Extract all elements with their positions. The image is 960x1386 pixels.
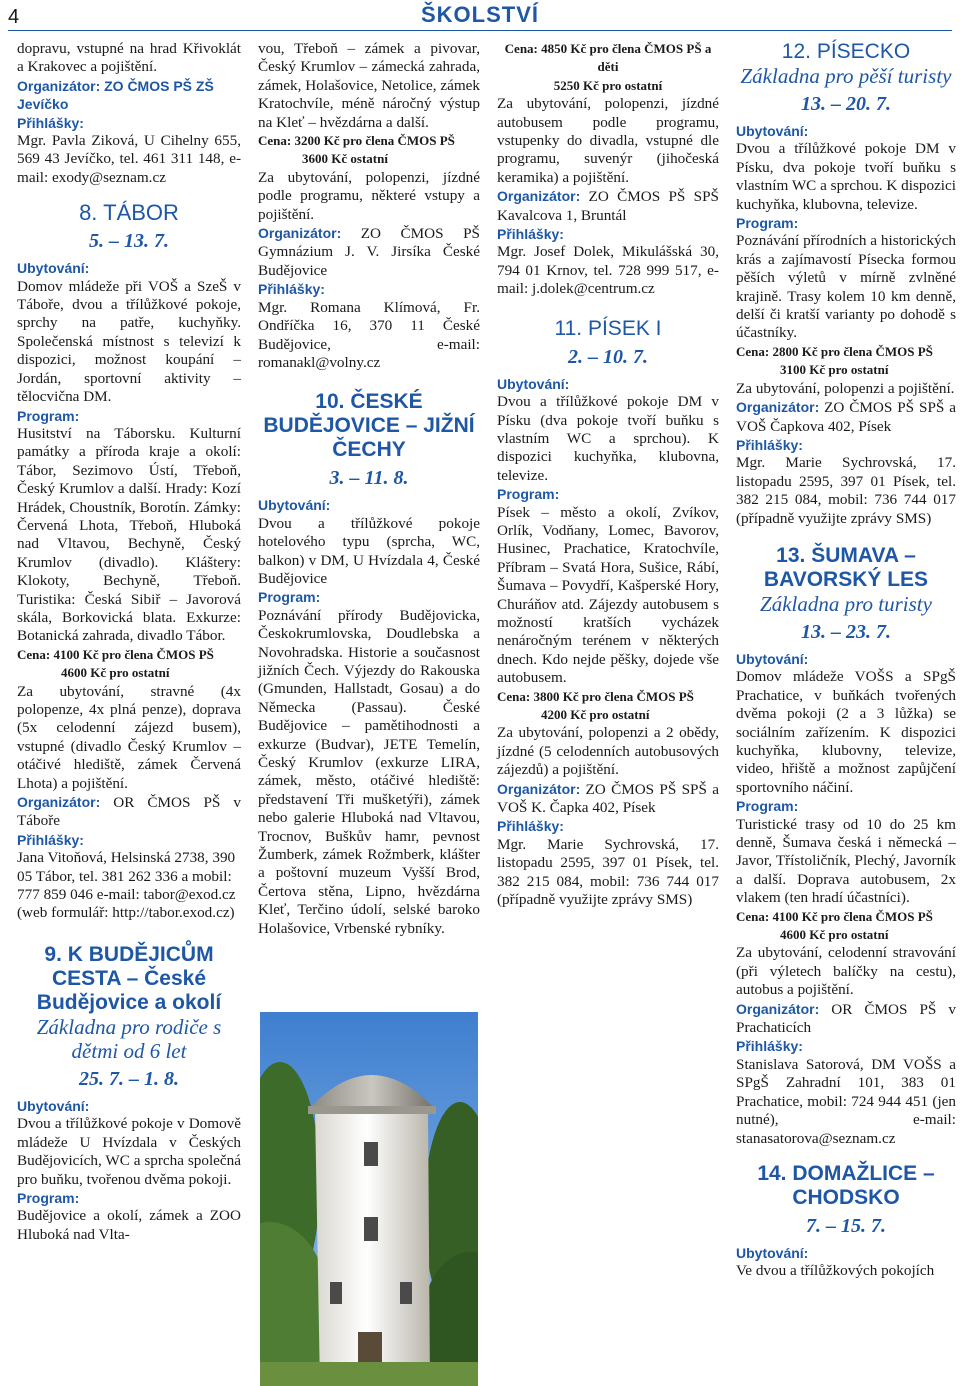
accommodation-label: Ubytování: — [17, 1097, 90, 1114]
program-label: Program: — [258, 589, 321, 606]
page-number: 4 — [8, 6, 20, 28]
section-11-price: Cena: 3800 Kč pro člena ČMOS PŠ 4200 Kč pro ostatní — [497, 688, 694, 722]
section-10-organizer: Organizátor: ZO ČMOS PŠ SPŠ Kavalcova 1, Bruntál — [497, 188, 719, 224]
section-13-price: Cena: 4100 Kč pro člena ČMOS PŠ 4600 Kč pro ostatní — [736, 908, 933, 943]
accommodation-label: Ubytování: — [17, 260, 90, 277]
section-11-price-text: Za ubytování, polopenzi a 2 obědy, jízdné (5 celodenních autobusových zájezdů) a pojištění. — [497, 724, 719, 779]
section-13-date: 13. – 23. 7. — [801, 620, 891, 643]
section-8-applications: Jana Vitoňová, Helsinská 2738, 390 05 Tábor, tel. 381 262 336 a mobil: 777 859 046 e-mail: tabor@exod.cz (web formulář: http://tabor.exod.cz) — [17, 849, 236, 922]
section-8-price: Cena: 4100 Kč pro člena ČMOS PŠ 4600 Kč pro ostatní — [17, 646, 214, 681]
section-9-title: 9. K BUDĚJICŮM CESTA – České Budějovice a okolí — [36, 942, 222, 1014]
section-12-date: 13. – 20. 7. — [801, 93, 891, 115]
program-label: Program: — [736, 798, 799, 815]
section-9-applications: Mgr. Romana Klímová, Fr. Ondříčka 16, 370 11 České Budějovice, e-mail: romanakl@volny.cz — [258, 298, 480, 371]
section-10-applications: Mgr. Josef Dolek, Mikulášská 30, 794 01 Krnov, tel. 728 999 517, e-mail: j.dolek@centrum.cz — [497, 243, 719, 298]
section-9-price-text: Za ubytování, polopenzi, jízdné podle programu, některé vstupy a pojištění. — [258, 168, 480, 223]
windmill-tower-photo — [260, 1012, 478, 1386]
section-9-accommodation: Dvou a třílůžkové pokoje v Domově mládeže U Hvízdala v Českých Budějovicích, WC a sprcha společná pro buňku, tvořenou dvěma pokoji. — [17, 1115, 241, 1188]
section-8-program: Husitství na Táborsku. Kulturní památky a příroda kraje a okolí: Tábor, Sezimovo Ústí, Třeboň, Český Krumlov a další. Hrady: Kozí Hrádek, Choustník, Borotín. Zámky: Červená Lhota, Třeboň, Hluboká nad Vltavou, Bechyně, Český Krumlov (divadlo). Kláštery: Klokoty, Bechyně, Třeboň. Turistika: Česká Sibiř – Javorová skála, Borkovická blata. Exkurze: Botanická zahrada, divadlo Tábor. — [17, 424, 241, 645]
program-label: Program: — [736, 215, 799, 232]
section-8-date: 5. – 13. 7. — [89, 230, 169, 253]
section-13-applications: Stanislava Satorová, DM VOŠS a SPgŠ Zahradní 101, 383 01 Prachatice, mobil: 724 944 451 (jen nutné), e-mail: stanasatorova@seznam.cz — [736, 1055, 956, 1147]
organizer-line: Organizátor: ZO ČMOS PŠ ZŠ Jevíčko — [17, 77, 214, 113]
applications-label: Přihlášky: — [258, 281, 325, 298]
section-10-accommodation: Dvou a třílůžkové pokoje hotelového typu (sprcha, WC, balkon) v DM, U Hvízdala 4, České Budějovice — [258, 514, 480, 587]
section-9-program: Budějovice a okolí, zámek a ZOO Hluboká nad Vlta- — [17, 1207, 241, 1243]
applications-label: Přihlášky: — [736, 1038, 803, 1055]
section-13-title: 13. ŠUMAVA – BAVORSKÝ LES — [763, 543, 929, 591]
applications-label: Přihlášky: — [497, 226, 564, 243]
section-13-organizer: Organizátor: OR ČMOS PŠ v Prachaticích — [736, 1000, 956, 1037]
section-11-program: Písek – město a okolí, Zvíkov, Orlík, Vodňany, Lomec, Bavorov, Husinec, Prachatice, Kratochvíle, Příbram – Svatá Hora, Sušice, Rábí, Šumava – Povydří, Kašperské Hory, Churáňov atd. Zájezdy autobusem s možností kratších vycházek nenáročným terénem v některých dnech. Kdo nejde pěšky, dojede vše autobusem. — [497, 503, 719, 687]
section-13-program: Turistické trasy od 10 do 25 km denně, Šumava česká i německá – Javor, Třístoličník, Plechý, Javorník a další. Doprava autobusem, 2x vlakem (ten hradí účastníci). — [736, 815, 956, 907]
program-label: Program: — [497, 486, 560, 503]
section-12-organizer: Organizátor: ZO ČMOS PŠ SPŠ a VOŠ Čapkova 402, Písek — [736, 399, 956, 435]
accommodation-label: Ubytování: — [736, 1244, 809, 1261]
applications-label: Přihlášky: — [736, 436, 803, 453]
column-3 — [497, 40, 719, 909]
section-11-applications: Mgr. Marie Sychrovská, 17. listopadu 2595, 397 01 Písek, tel. 382 215 084, mobil: 736 744 017 (případně využijte zprávy SMS) — [497, 835, 719, 909]
header-rule — [8, 30, 952, 31]
section-10-title: 10. ČESKÉ BUDĚJOVICE – JIŽNÍ ČECHY — [263, 390, 475, 462]
section-12-accommodation: Dvou a třílůžkové pokoje DM v Písku, dva pokoje tvoří buňku s vlastním WC a sprchou. K dispozici kuchyňka, klubovna, televize. — [736, 140, 956, 213]
applications-text: Mgr. Pavla Ziková, U Cihelny 655, 569 43 Jevíčko, tel. 461 311 148, e-mail: exody@seznam.cz — [17, 132, 241, 186]
section-9-price: Cena: 3200 Kč pro člena ČMOS PŠ 3600 Kč ostatní — [258, 133, 455, 167]
section-14-title: 14. DOMAŽLICE – CHODSKO — [757, 1161, 935, 1209]
section-12-program: Poznávání přírodních a historických krás a zajímavostí Písecka formou pěších výletů v mírně zvlněné krajině. Trasy kolem 10 km denně, delší či kratší varianty po dohodě s účastníky. — [736, 232, 956, 342]
section-14-accommodation: Ve dvou a třílůžkových pokojích — [736, 1262, 935, 1280]
section-12-price-text: Za ubytování, polopenzi a pojištění. — [736, 379, 955, 397]
section-10-price: Cena: 4850 Kč pro člena ČMOS PŠ a děti 5250 Kč pro ostatní — [504, 41, 712, 93]
section-9-organizer: Organizátor: ZO ČMOS PŠ Gymnázium J. V. Jirsíka České Budějovice — [258, 225, 481, 279]
section-8-accommodation: Domov mládeže při VOŠ a SzeŠ v Táboře, dvou a třílůžkové pokoje, sprchy na patře, kuchyňky. Společenská místnost s televizí k dispozici, možnost koupání – Jordán, sportovní aktivity – tělocvična DM. — [17, 277, 241, 406]
section-13-price-text: Za ubytování, celodenní stravování (při výletech balíčky na cestu), autobus a pojištění. — [736, 944, 956, 999]
accommodation-label: Ubytování: — [736, 123, 809, 139]
program-label: Program: — [17, 1189, 80, 1206]
section-10-date: 3. – 11. 8. — [329, 467, 409, 490]
applications-label: Přihlášky: — [17, 114, 84, 131]
section-10-price-text: Za ubytování, polopenzi, jízdné autobusem podle programu, vstupenky do divadla, vstupné dle programu, suvenýr (jihočeská keramika) a pojištění. — [497, 95, 719, 186]
applications-label: Přihlášky: — [17, 831, 84, 848]
section-11-accommodation: Dvou a třílůžkové pokoje DM v Písku (dva pokoje tvoří buňku s vlastním WC a sprchou). K dispozici kuchyňka, klubovna, televize. — [497, 393, 719, 484]
section-9-subtitle: Základna pro rodiče s dětmi od 6 let — [36, 1014, 222, 1063]
section-8-price-text: Za ubytování, stravné (4x polopenze, 4x plná penze), doprava (5x celodenní zájezd busem), vstupné (divadlo Český Krumlov – otáčivé hlediště, zámek Červená Lhota) a pojištění. — [17, 682, 241, 792]
section-10-program: Poznávání přírody Budějovicka, Českokrumlovska, Doudlebska a Novohradska. Historie a současnost jižních Čech. Výjezdy do Rakouska (Gmunden, Hallstadt, Gosau) a do Německa (Passau). České Budějovice – pamětihodnosti a exkurze (Budvar), JETE Temelín, Český Krumlov (exkurze LIRA, zámek, město, otáčivé hlediště: představení Tři mušketýři), zámek nebo galerie Hluboká nad Vltavou, Trocnov, Buškův hamr, pevnost Žumberk, zámek Rožmberk, klášter a poštovní muzeum Vyšší Brod, Čertova stěna, Lipno, hvězdárna Kleť, Terčino údolí, selské baroko Holašovice, Vrbenské rybníky. — [258, 606, 480, 937]
intro-text: dopravu, vstupné na hrad Křivoklát a Krakovec a pojištění. — [17, 40, 241, 76]
accommodation-label: Ubytování: — [736, 650, 809, 667]
section-11-date: 2. – 10. 7. — [568, 345, 648, 368]
section-13-subtitle: Základna pro turisty — [760, 591, 932, 616]
section-8-organizer: Organizátor: OR ČMOS PŠ v Táboře — [17, 794, 241, 830]
section-13-accommodation: Domov mládeže VOŠS a SPgŠ Prachatice, v buňkách tvořených dvěma pokoji (2 a 3 lůžka) se sociálním zařízením. K dispozici kuchyňka, klubovny, televize, video, hřiště a možnost zapůjčení sportovního náčiní. — [736, 668, 956, 796]
column-4 — [736, 40, 956, 1281]
accommodation-label: Ubytování: — [497, 375, 570, 392]
applications-label: Přihlášky: — [497, 818, 564, 835]
section-12-applications: Mgr. Marie Sychrovská, 17. listopadu 2595, 397 01 Písek, tel. 382 215 084, mobil: 736 744 017 (případně využijte zprávy SMS) — [736, 454, 956, 527]
section-9-date: 25. 7. – 1. 8. — [79, 1067, 179, 1090]
section-11-title: 11. PÍSEK I — [554, 316, 662, 340]
section-12-title: 12. PÍSECKO — [781, 40, 911, 63]
intro-text: vou, Třeboň – zámek a pivovar, Český Krumlov – zámecká zahrada, zámek, Holašovice, Netolice, zámek Kratochvíle, méně náročný výstup na Kleť – hvězdárna a další. — [258, 40, 480, 131]
column-2 — [258, 40, 480, 938]
section-12-price: Cena: 2800 Kč pro člena ČMOS PŠ 3100 Kč pro ostatní — [736, 343, 933, 378]
section-12-subtitle: Základna pro pěší turisty — [740, 64, 952, 88]
column-1 — [17, 40, 241, 1244]
section-8-title: 8. TÁBOR — [79, 200, 179, 226]
section-title: ŠKOLSTVÍ — [420, 2, 539, 27]
section-14-date: 7. – 15. 7. — [806, 1214, 886, 1237]
program-label: Program: — [17, 407, 80, 424]
accommodation-label: Ubytování: — [258, 497, 331, 514]
section-11-organizer: Organizátor: ZO ČMOS PŠ SPŠ a VOŠ K. Čapka 402, Písek — [497, 780, 719, 817]
